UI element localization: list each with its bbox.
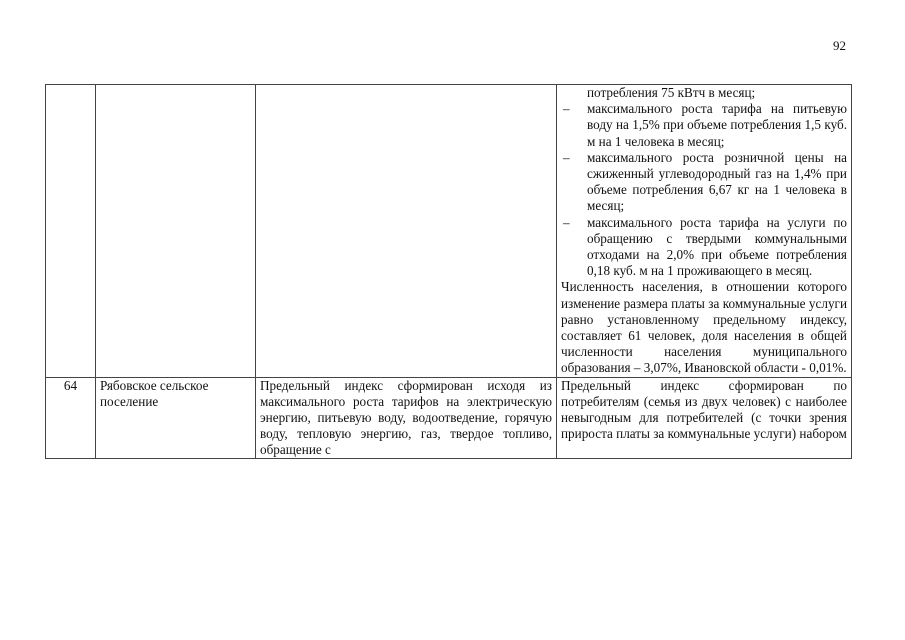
list-item: [561, 101, 847, 150]
list-item-text: максимального роста тарифа на питьевую воду на 1,5% при объеме потребления 1,5 куб. м на 1 человека в месяц;: [587, 101, 847, 149]
list-item: [561, 150, 847, 215]
cell-number-empty: [46, 85, 96, 378]
list-item: [561, 215, 847, 280]
cell-basis: [256, 377, 557, 458]
cell-name: [96, 377, 256, 458]
list-item-text: максимального роста розничной цены на сжиженный углеводородный газ на 1,4% при объеме потребления 6,67 кг на 1 человека в месяц;: [587, 149, 847, 214]
table-row-continued: [46, 85, 852, 378]
bullet-dash: –: [563, 149, 570, 165]
continued-first-line: потребления 75 кВтч в месяц;: [587, 85, 756, 100]
basis-text: Предельный индекс сформирован исходя из максимального роста тарифов на электрическую энергию, питьевую воду, водоотведение, горячую воду, тепловую энергию, газ, твердое топливо, обращение с: [260, 377, 552, 458]
population-paragraph: Численность населения, в отношении которого изменение размера платы за коммунальные услуги равно установленному предельному индексу, составляет 61 человек, доля населения в общей численности населения муниципального образования – 3,07%, Ивановской области - 0,01%.: [561, 279, 847, 376]
list-item-text: максимального роста тарифа на услуги по обращению с твердыми коммунальными отходами на 2,0% при объеме потребления 0,18 куб. м на 1 проживающего в месяц.: [587, 214, 847, 279]
cell-description-continued: [557, 85, 852, 378]
index-table: [45, 84, 852, 459]
cell-name-empty: [96, 85, 256, 378]
bullet-dash: –: [563, 214, 570, 230]
cell-basis-empty: [256, 85, 557, 378]
bullet-dash: –: [563, 101, 570, 117]
cell-number: [46, 377, 96, 458]
description-text: Предельный индекс сформирован по потребителям (семья из двух человек) с наиболее невыгодным для потребителей (с точки зрения прироста платы за коммунальные услуги) набором: [561, 377, 847, 442]
cell-description: [557, 377, 852, 458]
municipality-name: Рябовское сельское поселение: [100, 377, 209, 409]
row-number: 64: [63, 377, 78, 393]
page-number: 92: [833, 38, 846, 53]
table-row-64: [46, 377, 852, 458]
